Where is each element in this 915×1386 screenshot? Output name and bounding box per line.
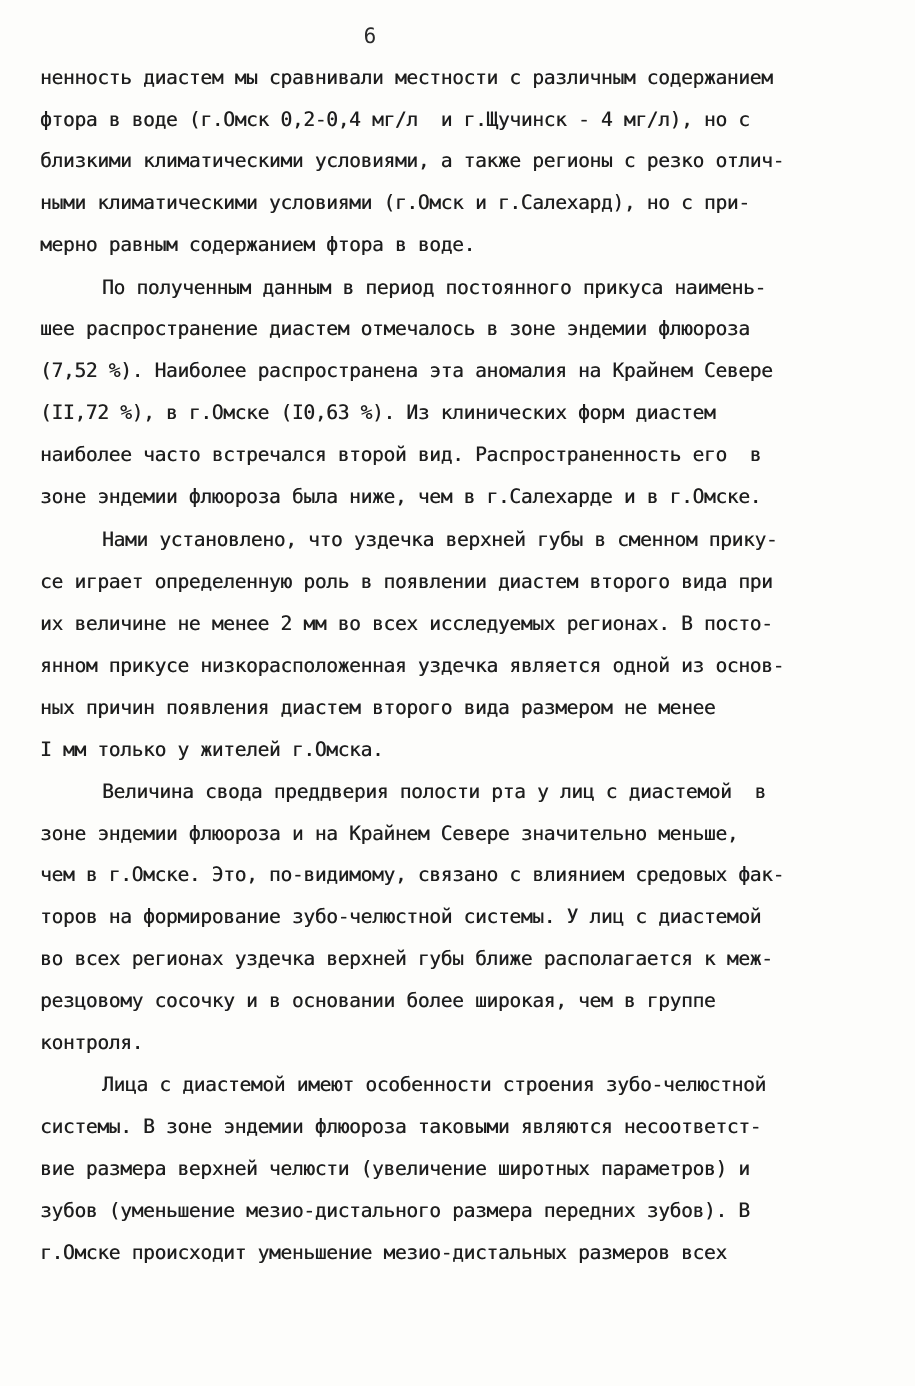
text-line: контроля. xyxy=(40,1031,144,1054)
text-line: резцовому сосочку и в основании более широкая, чем в группе xyxy=(40,989,716,1012)
text-line: чем в г.Омске. Это, по-видимому, связано с влиянием средовых фак- xyxy=(40,863,785,886)
text-line: наиболее часто встречался второй вид. Распространенность его в xyxy=(40,443,762,466)
text-line: г.Омске происходит уменьшение мезио-дистальных размеров всех xyxy=(40,1241,727,1264)
text-line: I мм только у жителей г.Омска. xyxy=(40,738,384,761)
text-line: торов на формирование зубо-челюстной системы. У лиц с диастемой xyxy=(40,905,762,928)
text-line: зубов (уменьшение мезио-дистального размера передних зубов). В xyxy=(40,1199,750,1222)
text-line: зоне эндемии флюороза и на Крайнем Севере значительно меньше, xyxy=(40,822,739,845)
paragraph-first-line: Лица с диастемой имеют особенности строения зубо-челюстной xyxy=(102,1073,766,1096)
text-line: ных причин появления диастем второго вида размером не менее xyxy=(40,696,716,719)
text-line: системы. В зоне эндемии флюороза таковыми являются несоответст- xyxy=(40,1115,762,1138)
text-line: ными климатическими условиями (г.Омск и г.Салехард), но с при- xyxy=(40,191,750,214)
text-line: (II,72 %), в г.Омске (I0,63 %). Из клинических форм диастем xyxy=(40,401,716,424)
text-line: во всех регионах уздечка верхней губы ближе располагается к меж- xyxy=(40,947,773,970)
text-line: их величине не менее 2 мм во всех исследуемых регионах. В посто- xyxy=(40,612,773,635)
page-number: 6 xyxy=(363,24,377,48)
paragraph-first-line: По полученным данным в период постоянного прикуса наимень- xyxy=(102,276,766,299)
text-line: близкими климатическими условиями, а также регионы с резко отлич- xyxy=(40,149,785,172)
text-line: се играет определенную роль в появлении диастем второго вида при xyxy=(40,570,773,593)
text-line: вие размера верхней челюсти (увеличение широтных параметров) и xyxy=(40,1157,750,1180)
text-line: зоне эндемии флюороза была ниже, чем в г.Салехарде и в г.Омске. xyxy=(40,485,762,508)
text-line: янном прикусе низкорасположенная уздечка является одной из основ- xyxy=(40,654,785,677)
paragraph-first-line: Величина свода преддверия полости рта у лиц с диастемой в xyxy=(102,780,766,803)
text-line: фтора в воде (г.Омск 0,2-0,4 мг/л и г.Щучинск - 4 мг/л), но с xyxy=(40,108,750,131)
text-line: (7,52 %). Наиболее распространена эта аномалия на Крайнем Севере xyxy=(40,359,773,382)
text-line: шее распространение диастем отмечалось в зоне эндемии флюороза xyxy=(40,317,750,340)
text-line: ненность диастем мы сравнивали местности с различным содержанием xyxy=(40,66,773,89)
paragraph-first-line: Нами установлено, что уздечка верхней губы в сменном прику- xyxy=(102,528,778,551)
text-line: мерно равным содержанием фтора в воде. xyxy=(40,233,475,256)
